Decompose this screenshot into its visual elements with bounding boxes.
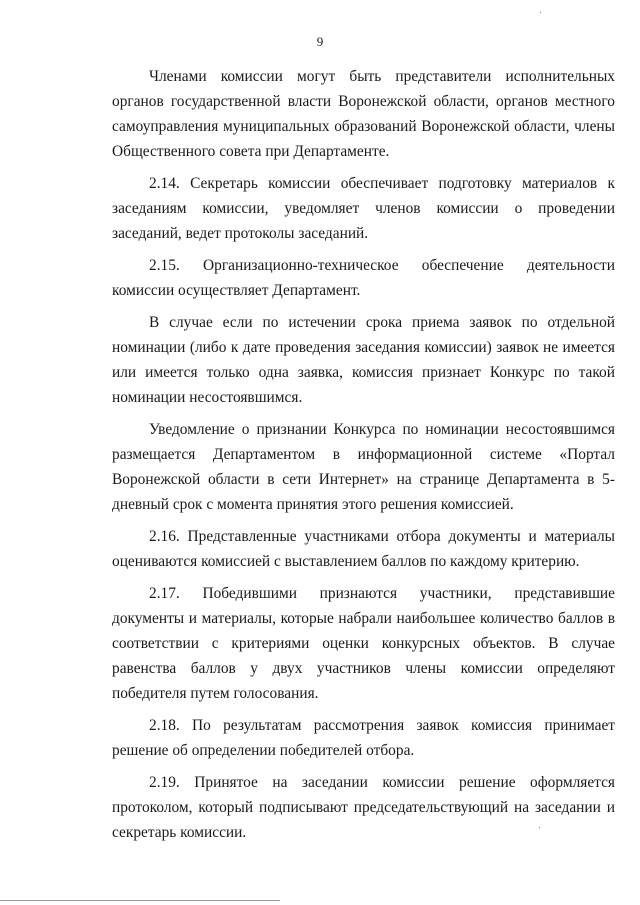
scan-edge-line xyxy=(0,900,280,901)
paragraph-commission-members: Членами комиссии могут быть представители исполнительных органов государственной власти Воронежской области, органов местного самоуправления муниципальных образований Воронежской области, члены Общественного совета при Департаменте. xyxy=(112,68,615,160)
paragraph-2-16: 2.16. Представленные участниками отбора документы и материалы оцениваются комиссией с выставлением баллов по каждому критерию. xyxy=(112,528,615,570)
paragraph-no-applications: В случае если по истечении срока приема заявок по отдельной номинации (либо к дате проведения заседания комиссии) заявок не имеется или имеется только одна заявка, комиссия признает Конкурс по такой номинации несостоявшимся. xyxy=(112,314,615,406)
paragraph-2-18: 2.18. По результатам рассмотрения заявок комиссия принимает решение об определении победителей отбора. xyxy=(112,717,615,759)
paragraph-2-15: 2.15. Организационно-техническое обеспечение деятельности комиссии осуществляет Департамент. xyxy=(112,257,615,299)
page-number: 9 xyxy=(316,34,324,49)
scan-speck xyxy=(540,12,541,13)
paragraph-notification: Уведомление о признании Конкурса по номинации несостоявшимся размещается Департаментом в информационной системе «Портал Воронежской области в сети Интернет» на странице Департамента в 5-дневный срок с момента принятия этого решения комиссией. xyxy=(112,421,615,513)
scan-speck xyxy=(539,827,540,828)
document-body xyxy=(112,64,615,852)
paragraph-2-19: 2.19. Принятое на заседании комиссии решение оформляется протоколом, который подписывают председательствующий на заседании и секретарь комиссии. xyxy=(112,774,615,841)
paragraph-2-17: 2.17. Победившими признаются участники, представившие документы и материалы, которые набрали наибольшее количество баллов в соответствии с критериями оценки конкурсных объектов. В случае равенства баллов у двух участников члены комиссии определяют победителя путем голосования. xyxy=(112,585,615,702)
paragraph-2-14: 2.14. Секретарь комиссии обеспечивает подготовку материалов к заседаниям комиссии, уведомляет членов комиссии о проведении заседаний, ведет протоколы заседаний. xyxy=(112,175,615,242)
